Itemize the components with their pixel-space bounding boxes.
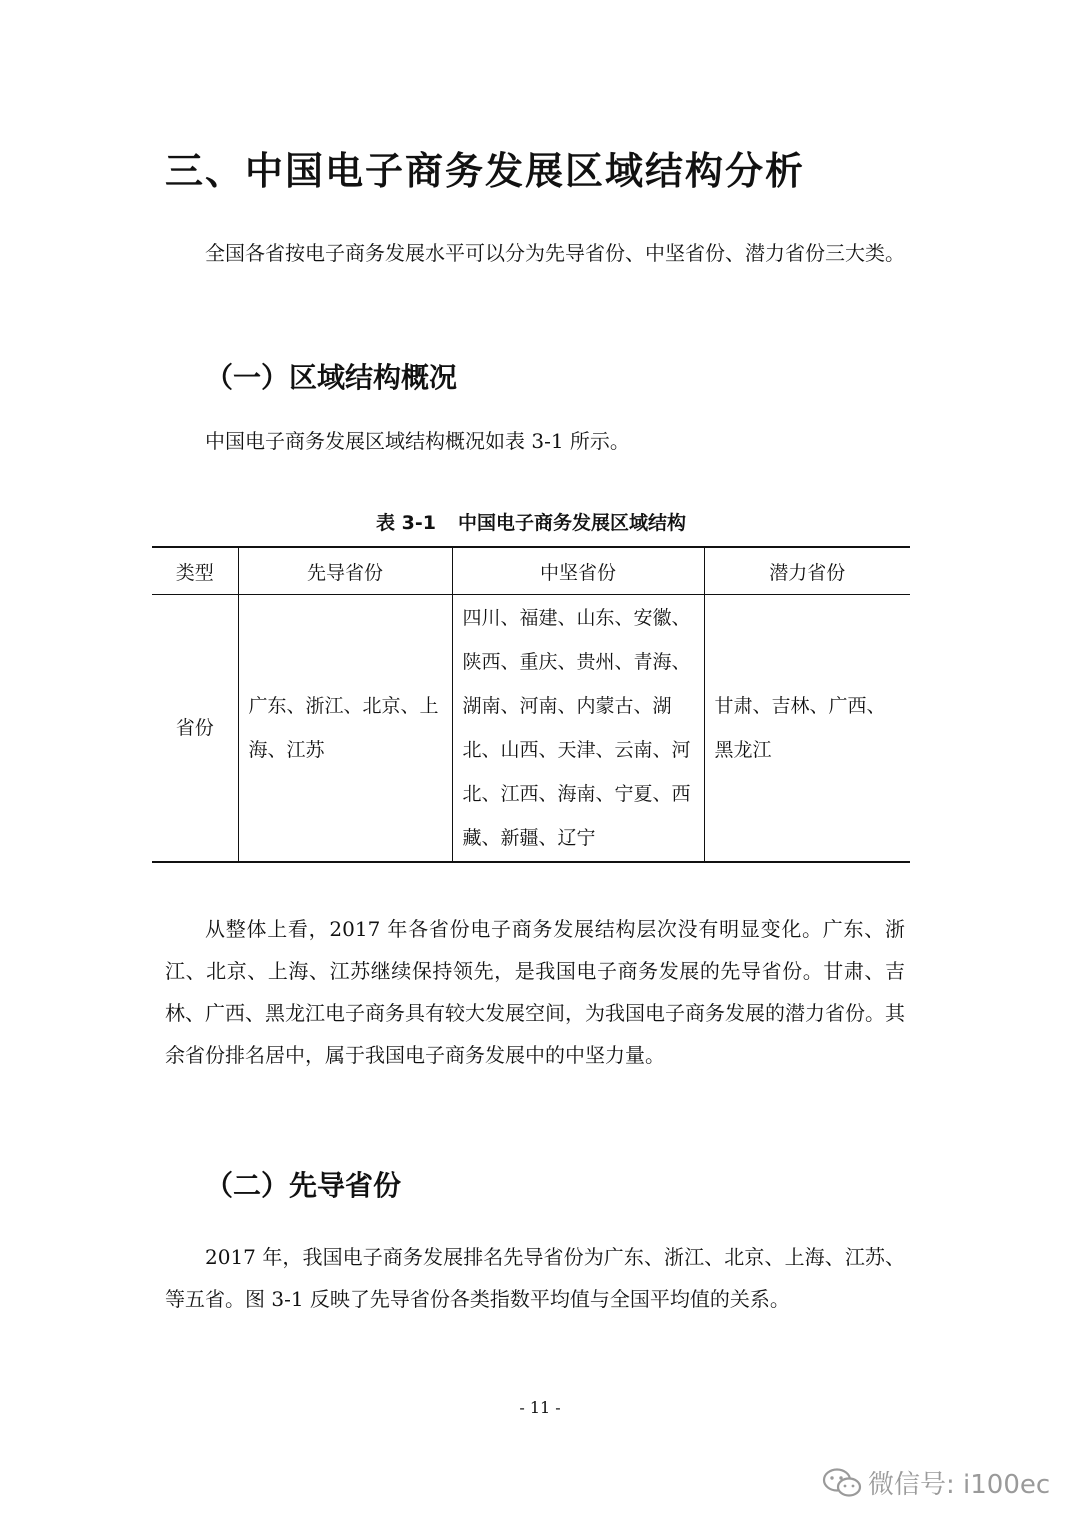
table-caption	[152, 508, 910, 535]
section-heading-leading: （二）先导省份	[205, 1169, 402, 1202]
cell-core-provinces: 四川、福建、山东、安徽、陕西、重庆、贵州、青海、湖南、河南、内蒙古、湖北、山西、天津、云南、河北、江西、海南、宁夏、西藏、新疆、辽宁	[452, 595, 704, 863]
header-leading: 先导省份	[238, 547, 452, 595]
cell-leading-provinces: 广东、浙江、北京、上海、江苏	[238, 595, 452, 863]
wechat-icon	[822, 1467, 862, 1499]
table-row	[152, 595, 910, 863]
header-type: 类型	[152, 547, 238, 595]
table-caption-title: 中国电子商务发展区域结构	[457, 512, 686, 534]
table-caption-number: 表 3-1	[376, 512, 436, 534]
intro-paragraph: 全国各省按电子商务发展水平可以分为先导省份、中坚省份、潜力省份三大类。	[205, 241, 905, 265]
header-potential: 潜力省份	[704, 547, 910, 595]
page-number: - 11 -	[519, 1398, 561, 1417]
header-core: 中坚省份	[452, 547, 704, 595]
page-title: 三、中国电子商务发展区域结构分析	[165, 149, 806, 193]
table-header-row	[152, 547, 910, 595]
cell-type: 省份	[152, 595, 238, 863]
watermark-text: 微信号: i100ec	[868, 1470, 1051, 1500]
region-structure-table	[152, 546, 910, 863]
section-heading-overview: （一）区域结构概况	[205, 361, 458, 394]
wechat-watermark	[822, 1464, 1050, 1501]
cell-potential-provinces: 甘肃、吉林、广西、黑龙江	[704, 595, 910, 863]
summary-paragraph: 从整体上看，2017 年各省份电子商务发展结构层次没有明显变化。广东、浙江、北京、上海、江苏继续保持领先，是我国电子商务发展的先导省份。甘肃、吉林、广西、黑龙江电子商务具有较大发展空间，为我国电子商务发展的潜力省份。其余省份排名居中，属于我国电子商务发展中的中坚力量。	[165, 917, 905, 1067]
overview-paragraph: 中国电子商务发展区域结构概况如表 3-1 所示。	[205, 429, 630, 453]
leading-paragraph: 2017 年，我国电子商务发展排名先导省份为广东、浙江、北京、上海、江苏、等五省。图 3-1 反映了先导省份各类指数平均值与全国平均值的关系。	[165, 1245, 905, 1311]
